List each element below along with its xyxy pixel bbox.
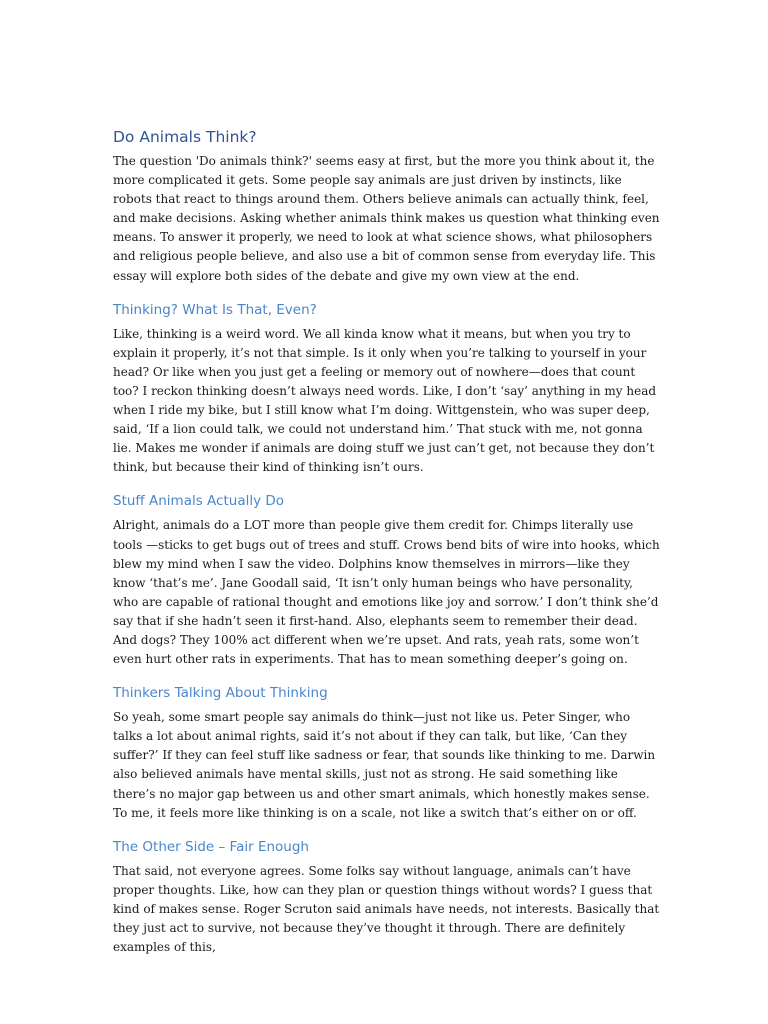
section-paragraph-animal-behaviour: Alright, animals do a LOT more than people give them credit for. Chimps literally use tools —sticks to get bugs out of trees and stuff. Crows bend bits of wire into hooks, which blew my mind when I saw the video. Dolphins know themselves in mirrors—like they know ‘that’s me’. Jane Goodall said, ‘It isn’t only human beings who have personality, who are capable of rational thought and emotions like joy and sorrow.’ I don’t think she’d say that if she hadn’t seen it first-hand. Also, elephants seem to remember their dead. And dogs? They 100% act different when we’re upset. And rats, yeah rats, some won’t even hurt other rats in experiments. That has to mean something deeper’s going on. xyxy=(113,518,660,667)
section-paragraph-thinking: Like, thinking is a weird word. We all kinda know what it means, but when you try to explain it properly, it’s not that simple. Is it only when you’re talking to yourself in your head? Or like when you just get a feeling or memory out of nowhere—does that count too? I reckon thinking doesn’t always need words. Like, I don’t ‘say’ anything in my head when I ride my bike, but I still know what I’m doing. Wittgenstein, who was super deep, said, ‘If a lion could talk, we could not understand him.’ That stuck with me, not gonna lie. Makes me wonder if animals are doing stuff we just can’t get, not because they don’t think, but because their kind of thinking isn’t ours. xyxy=(113,326,657,475)
section-paragraph-thinkers: So yeah, some smart people say animals do think—just not like us. Peter Singer, who talks a lot about animal rights, said it’s not about if they can talk, but like, ‘Can they suffer?’ If they can feel stuff like sadness or fear, that sounds like thinking to me. Darwin also believed animals have mental skills, just not as strong. He said something like there’s no major gap between us and other smart animals, which honestly makes sense. To me, it feels more like thinking is on a scale, not like a switch that’s either on or off. xyxy=(113,710,656,820)
section-heading-animal-behaviour: Stuff Animals Actually Do xyxy=(113,493,285,510)
intro-paragraph: The question 'Do animals think?' seems easy at first, but the more you think about it, the more complicated it gets. Some people say animals are just driven by instincts, like robots that react to things around them. Others believe animals can actually think, feel, and make decisions. Asking whether animals think makes us question what thinking even means. To answer it properly, we need to look at what science shows, what philosophers and religious people believe, and also use a bit of common sense from everyday life. This essay will explore both sides of the debate and give my own view at the end. xyxy=(113,154,660,283)
section-paragraph-other-side: That said, not everyone agrees. Some folks say without language, animals can’t have proper thoughts. Like, how can they plan or question things without words? I guess that kind of makes sense. Roger Scruton said animals have needs, not interests. Basically that they just act to survive, not because they’ve thought it through. There are definitely examples of this, xyxy=(113,863,660,955)
section-heading-other-side: The Other Side – Fair Enough xyxy=(113,838,309,855)
section-heading-thinking: Thinking? What Is That, Even? xyxy=(113,301,317,318)
document-title: Do Animals Think? xyxy=(113,128,257,146)
section-heading-thinkers: Thinkers Talking About Thinking xyxy=(113,685,328,702)
